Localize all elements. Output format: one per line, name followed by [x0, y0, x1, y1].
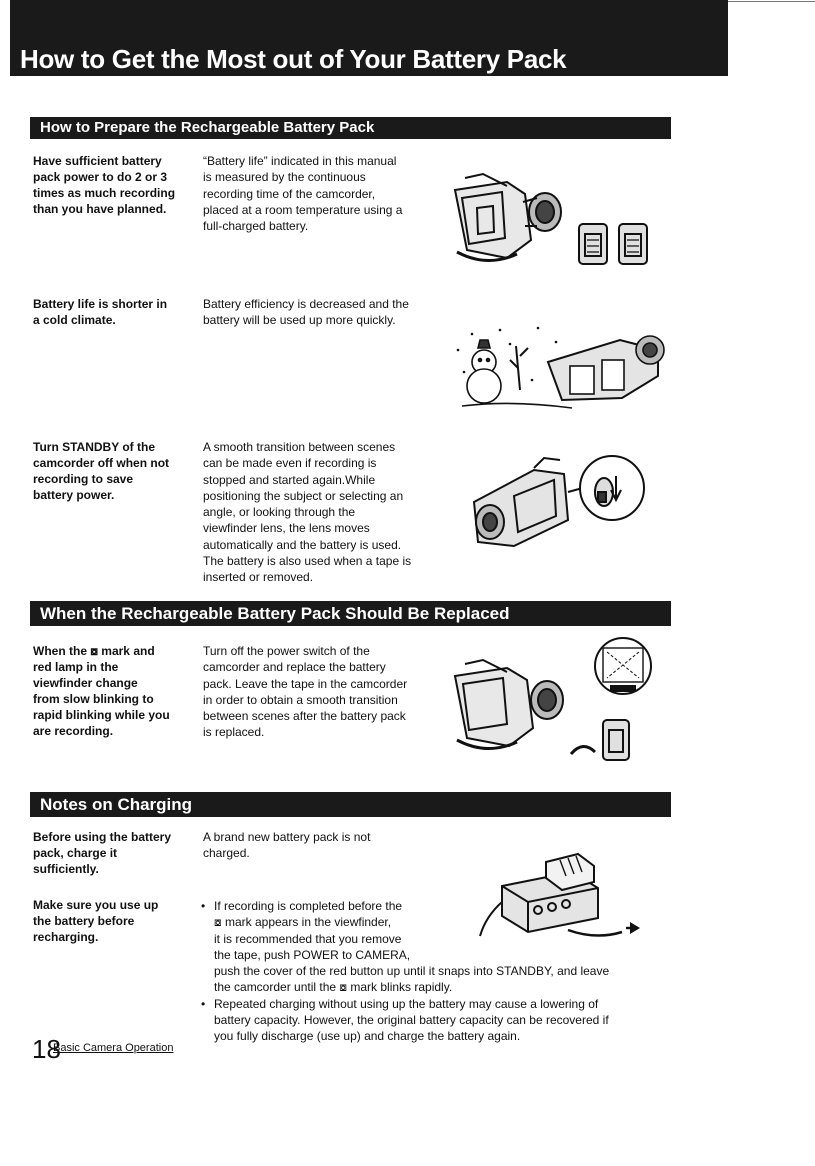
- bullet-line: If recording is completed before the: [214, 899, 403, 913]
- section-replace-bar: [30, 601, 671, 626]
- section-replace-title: When the Rechargeable Battery Pack Should Be Replaced: [40, 604, 510, 623]
- camcorder-replace-battery-illustration: [447, 636, 659, 766]
- camcorder-with-batteries-illustration: [447, 168, 662, 278]
- page-title: How to Get the Most out of Your Battery Pack: [20, 44, 567, 74]
- prepare-heading-1: Have sufficient battery pack power to do 2 or 3 times as much recording than you have planned.: [33, 154, 176, 216]
- prepare-text-3: A smooth transition between scenes can be made even if recording is stopped and started again.While positioning the subject or selecting an angle, or looking through the viewfinder lens, the lens moves automatically and the battery is used. The battery is also used when a tape is inserted or removed.: [203, 440, 412, 585]
- top-rule: [728, 1, 815, 2]
- prepare-text-1: “Battery life” indicated in this manual is measured by the continuous recording time of the camcorder, placed at a room temperature using a full-charged battery.: [203, 154, 403, 234]
- charging-heading-2: Make sure you use up the battery before recharging.: [33, 898, 159, 944]
- prepare-heading-2: Battery life is shorter in a cold climate.: [33, 297, 168, 327]
- replace-text-1: Turn off the power switch of the camcorder and replace the battery pack. Leave the tape in the camcorder in order to obtain a smooth transition between scenes after the battery pack is replaced.: [203, 644, 408, 740]
- battery-charger-illustration: [476, 836, 642, 948]
- prepare-heading-3: Turn STANDBY of the camcorder off when not recording to save battery power.: [33, 440, 170, 502]
- bullet-line: the camcorder until the ⧇ mark blinks rapidly.: [214, 980, 453, 995]
- bullet-line: it is recommended that you remove: [214, 931, 402, 946]
- section-charging-title: Notes on Charging: [40, 795, 193, 814]
- replace-heading-1: When the ⧇ mark and red lamp in the viewfinder change from slow blinking to rapid blinking while you are recording.: [33, 644, 170, 738]
- section-prepare-title: How to Prepare the Rechargeable Battery Pack: [40, 119, 375, 136]
- prepare-text-2: Battery efficiency is decreased and the battery will be used up more quickly.: [203, 297, 409, 328]
- bullet-line: the tape, push POWER to CAMERA,: [214, 947, 411, 962]
- charging-text-1: A brand new battery pack is not charged.: [203, 830, 371, 861]
- page-title-bar: [10, 0, 728, 76]
- bullet-line: ⧇ mark appears in the viewfinder,: [214, 915, 392, 930]
- page-number: 18: [32, 1034, 61, 1064]
- bullet-line: you fully discharge (use up) and charge the battery again.: [214, 1029, 521, 1044]
- charging-heading-1: Before using the battery pack, charge it sufficiently.: [33, 830, 172, 876]
- charging-bullet-1: • If recording is completed before the ⧇ mark appears in the viewfinder, it is recommended that you remove the tape, push POWER to CAMERA, push the cover of the red button up until it snaps into STANDBY, and leave the camcorder until the ⧇ mark blinks rapidly.: [200, 898, 670, 996]
- bullet-line: push the cover of the red button up until it snaps into STANDBY, and leave: [214, 964, 610, 979]
- section-prepare-bar: [30, 117, 671, 139]
- snowman-camcorder-illustration: [452, 320, 672, 412]
- section-charging-bar: [30, 792, 671, 817]
- footer-section-name: Basic Camera Operation: [53, 1042, 174, 1054]
- charging-bullet-2: • Repeated charging without using up the battery may cause a lowering of battery capacity. However, the original battery capacity can be recovered if you fully discharge (use up) and charge the battery again.: [200, 996, 670, 1045]
- bullet-line: battery capacity. However, the original battery capacity can be recovered if: [214, 1013, 609, 1028]
- camcorder-standby-illustration: [464, 446, 654, 556]
- bullet-line: Repeated charging without using up the battery may cause a lowering of: [214, 996, 599, 1011]
